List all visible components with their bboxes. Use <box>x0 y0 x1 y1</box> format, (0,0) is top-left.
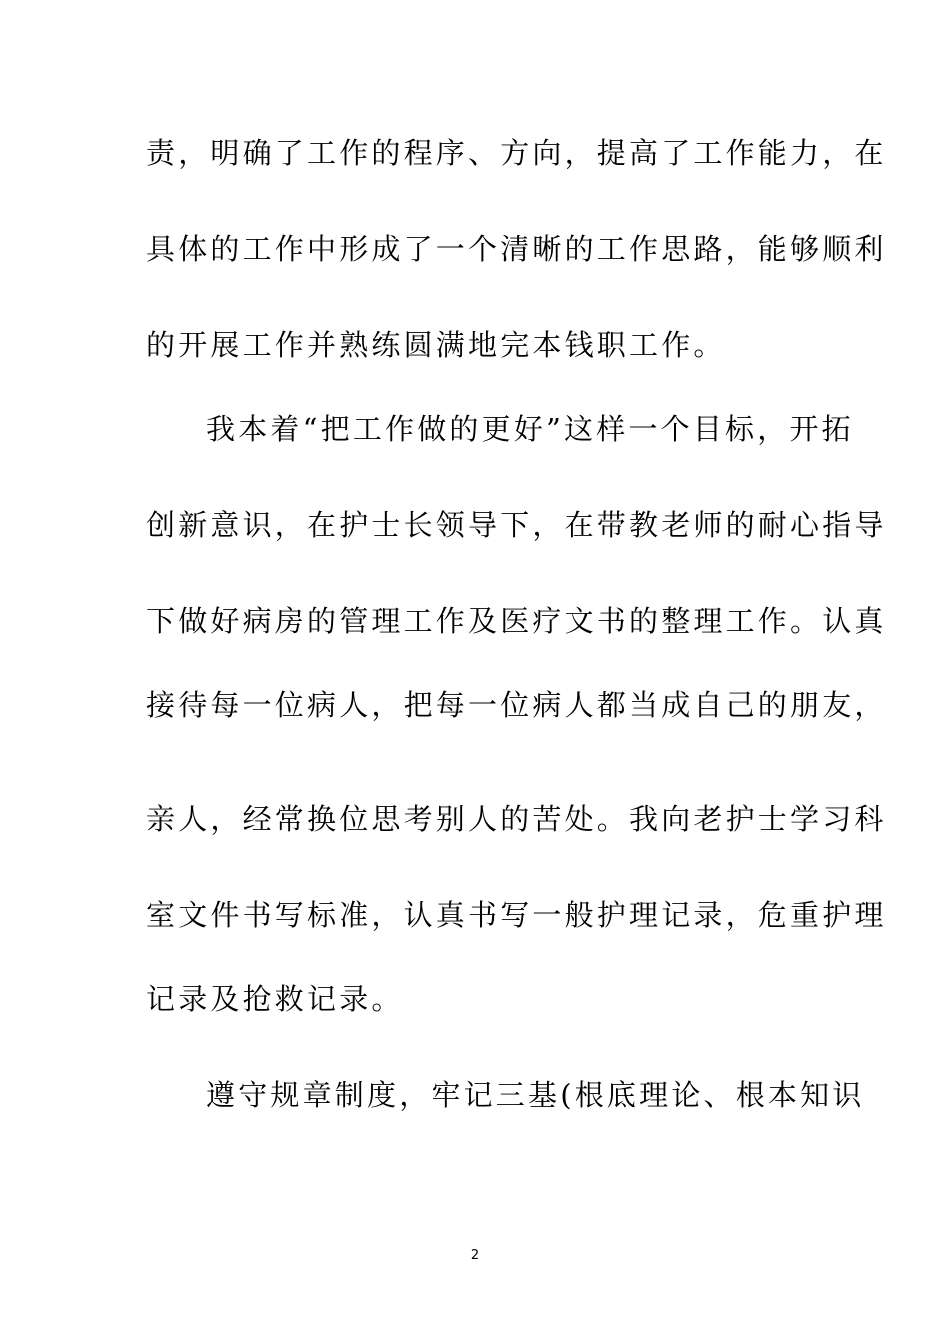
page-number: 2 <box>470 1248 480 1263</box>
text-line: 创新意识，在护士长领导下，在带教老师的耐心指导 <box>146 508 887 542</box>
text-line: 下做好病房的管理工作及医疗文书的整理工作。认真 <box>146 604 887 638</box>
paragraph-first-line: 遵守规章制度，牢记三基(根底理论、根本知识 <box>206 1078 865 1112</box>
text-line: 具体的工作中形成了一个清晰的工作思路，能够顺利 <box>146 232 887 266</box>
text-line: 的开展工作并熟练圆满地完本钱职工作。 <box>146 328 726 362</box>
text-line: 接待每一位病人，把每一位病人都当成自己的朋友， <box>146 688 887 722</box>
paragraph-first-line: 我本着“把工作做的更好”这样一个目标，开拓 <box>206 412 854 446</box>
text-line: 责，明确了工作的程序、方向，提高了工作能力，在 <box>146 136 887 170</box>
text-line: 亲人，经常换位思考别人的苦处。我向老护士学习科 <box>146 802 887 836</box>
text-line: 记录及抢救记录。 <box>146 982 404 1016</box>
text-line: 室文件书写标准，认真书写一般护理记录，危重护理 <box>146 898 887 932</box>
